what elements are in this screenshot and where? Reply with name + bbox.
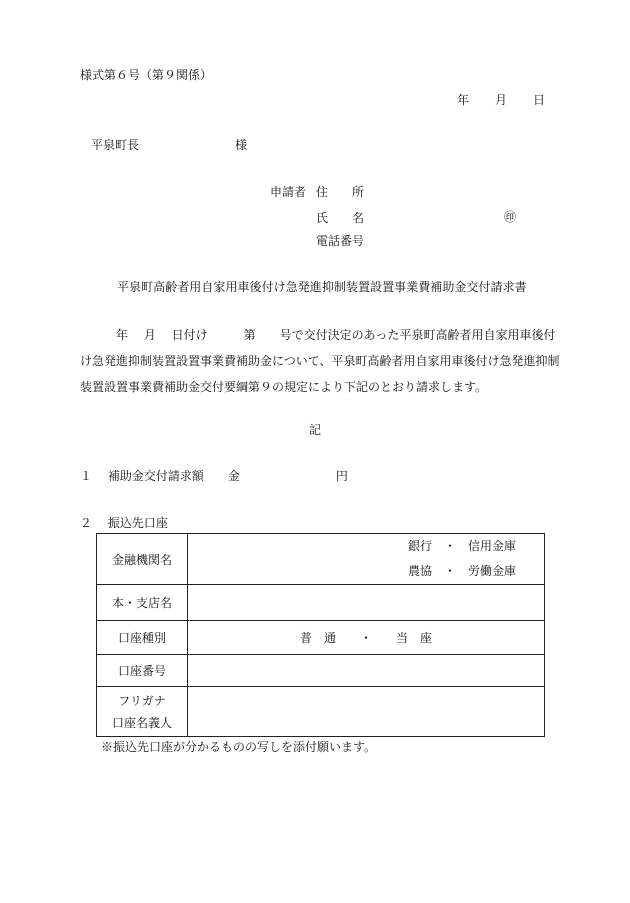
applicant-phone-label: 電話番号 — [316, 234, 365, 248]
account-holder-cell — [188, 687, 545, 737]
institution-line2: 農協 ・ 労働金庫 — [407, 564, 516, 578]
date-line — [457, 92, 545, 108]
item2-transfer-account: ２ 振込先口座 — [80, 516, 168, 530]
date-day: 日 — [533, 93, 546, 107]
account-number-cell — [188, 655, 545, 687]
date-month: 月 — [495, 93, 508, 107]
applicant-name-label: 氏 名 — [316, 211, 365, 225]
ki-heading: 記 — [309, 423, 322, 437]
date-year: 年 — [457, 93, 470, 107]
account-holder-label: 口座名義人 — [111, 715, 172, 730]
account-type-value: 普 通 ・ 当 座 — [188, 621, 545, 655]
branch-value-cell — [188, 585, 545, 621]
attachment-note: ※振込先口座が分かるものの写しを添付願います。 — [101, 740, 377, 754]
institution-cell — [188, 534, 545, 585]
form-number: 様式第６号（第９関係） — [80, 68, 213, 82]
addressee-name: 平泉町長 — [91, 138, 140, 152]
table-row — [97, 687, 545, 737]
table-row — [97, 534, 545, 585]
addressee-honorific: 様 — [235, 138, 248, 152]
seal-mark: ㊞ — [504, 210, 517, 224]
account-table — [96, 533, 545, 737]
table-row — [97, 655, 545, 687]
account-number-label: 口座番号 — [97, 655, 188, 687]
applicant-label: 申請者 — [270, 185, 307, 199]
body-paragraph: 年 月 日付け 第 号で交付決定のあった平泉町高齢者用自家用車後付け急発進抑制装置設置事業費補助金について、平泉町高齢者用自家用車後付け急発進抑制装置設置事業費補助金交付要綱第９の規定により下記のとおり請求します。 — [80, 328, 560, 394]
branch-label: 本・支店名 — [97, 585, 188, 621]
institution-label: 金融機関名 — [97, 534, 188, 585]
furigana-label: フリガナ — [118, 693, 166, 708]
applicant-address-row — [270, 184, 364, 200]
table-row — [97, 621, 545, 655]
account-type-label: 口座種別 — [97, 621, 188, 655]
document-title: 平泉町高齢者用自家用車後付け急発進抑制装置設置事業費補助金交付請求書 — [117, 280, 527, 294]
institution-line1: 銀行 ・ 信用金庫 — [407, 539, 516, 553]
address-label: 住 所 — [316, 185, 365, 199]
account-holder-label-cell — [97, 687, 188, 737]
table-row — [97, 585, 545, 621]
item1-request-amount: １ 補助金交付請求額 金 円 — [80, 469, 348, 483]
addressee — [91, 137, 247, 153]
